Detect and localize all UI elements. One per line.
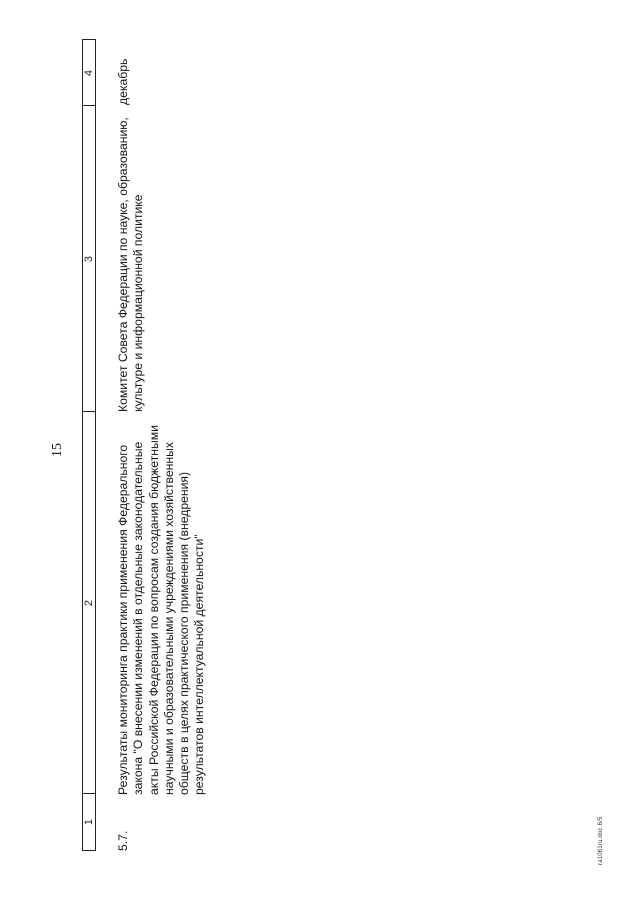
row-responsible: Комитет Совета Федерации по науке, образованию, культуре и информационной политике: [116, 117, 146, 412]
row-number: 5.7.: [116, 830, 130, 851]
row-term: декабрь: [116, 58, 130, 105]
column-header-table: [82, 39, 96, 851]
row-title: Результаты мониторинга практики применения Федерального закона "О внесении изменений в отдельные законодательные акты Российской Федерации по вопросам создания бюджетными научными и образовательными учреждениями хозяйственных обществ в целях практического применения (внедрения) результатов интеллектуальной деятельности": [116, 425, 207, 795]
page-number: 15: [50, 443, 65, 457]
column-number-1: 1: [83, 818, 95, 826]
footer-file-code: ra1061ru.doc 6/5: [598, 816, 604, 865]
column-number-3: 3: [83, 255, 95, 263]
column-number-4: 4: [83, 69, 95, 77]
column-number-2: 2: [83, 599, 95, 607]
